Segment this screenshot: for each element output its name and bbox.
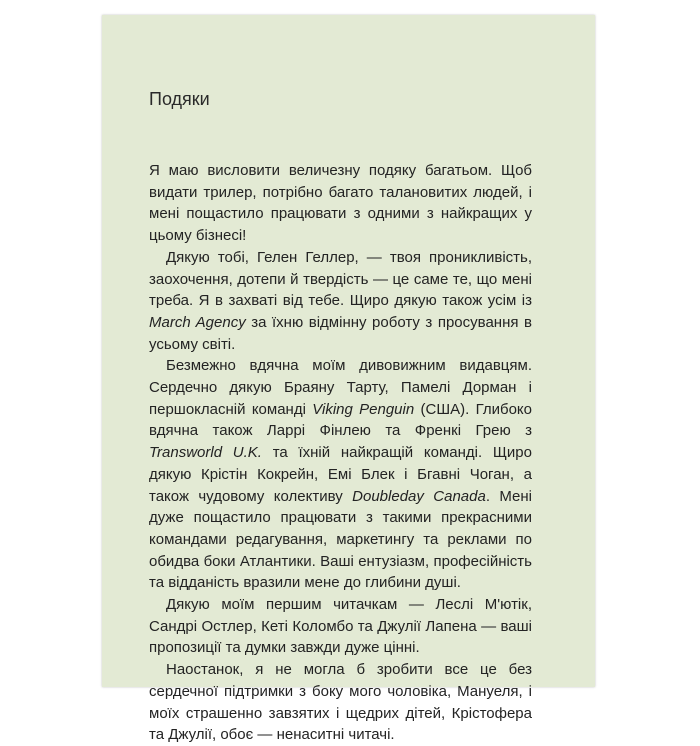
- text-run: Дякую тобі, Гелен Геллер, — твоя проникливість, заохочення, дотепи й твердість — це саме те, що мені треба. Я в захваті від тебе. Щиро дякую також усім із: [149, 248, 532, 310]
- italic-title: Doubleday Canada: [352, 487, 486, 505]
- paragraph-5: [149, 659, 532, 746]
- page-heading: Подяки: [149, 89, 210, 109]
- italic-title: March Agency: [149, 313, 246, 331]
- text-run: Дякую моїм першим читачкам — Леслі М'ютік, Сандрі Остлер, Кеті Коломбо та Джулії Лапена — ваші пропозиції та думки завжди дуже цінні.: [149, 596, 532, 657]
- paragraph-3: [149, 355, 532, 594]
- paragraph-1: [149, 160, 532, 247]
- italic-title: Transworld U.K.: [149, 444, 262, 462]
- acknowledgements-text: [149, 160, 532, 746]
- text-run: за їхню відмінну роботу з просування в усьому світі.: [149, 313, 532, 353]
- text-run: . Мені дуже пощастило працювати з такими прекрасними командами редагування, маркетингу та реклами по обидва боки Атлантики. Ваші ентузіазм, професійність та відданість вразили мене до глибини душі.: [149, 487, 532, 592]
- book-page: [102, 15, 595, 744]
- paragraph-2: [149, 247, 532, 356]
- text-run: та їхній найкращій команді. Щиро дякую Крістін Кокрейн, Емі Блек і Бгавні Чоган, а також чудовому колективу: [149, 444, 532, 505]
- text-run: Безмежно вдячна моїм дивовижним видавцям. Сердечно дякую Браяну Тарту, Памелі Дорман і першокласній команді: [149, 357, 532, 418]
- text-run: Наостанок, я не могла б зробити все це без сердечної підтримки з боку мого чоловіка, Мануеля, і моїх страшенно завзятих і щедрих дітей, Крістофера та Джулії, обоє — ненаситні читачі.: [149, 661, 532, 744]
- paragraph-4: [149, 594, 532, 659]
- italic-title: Viking Penguin: [312, 400, 415, 418]
- text-run: (США). Глибоко вдячна також Ларрі Фінлею та Френкі Грею з: [149, 400, 532, 440]
- text-run: Я маю висловити величезну подяку багатьом. Щоб видати трилер, потрібно багато талановитих людей, і мені пощастило працювати з одними з найкращих у цьому бізнесі!: [149, 162, 532, 245]
